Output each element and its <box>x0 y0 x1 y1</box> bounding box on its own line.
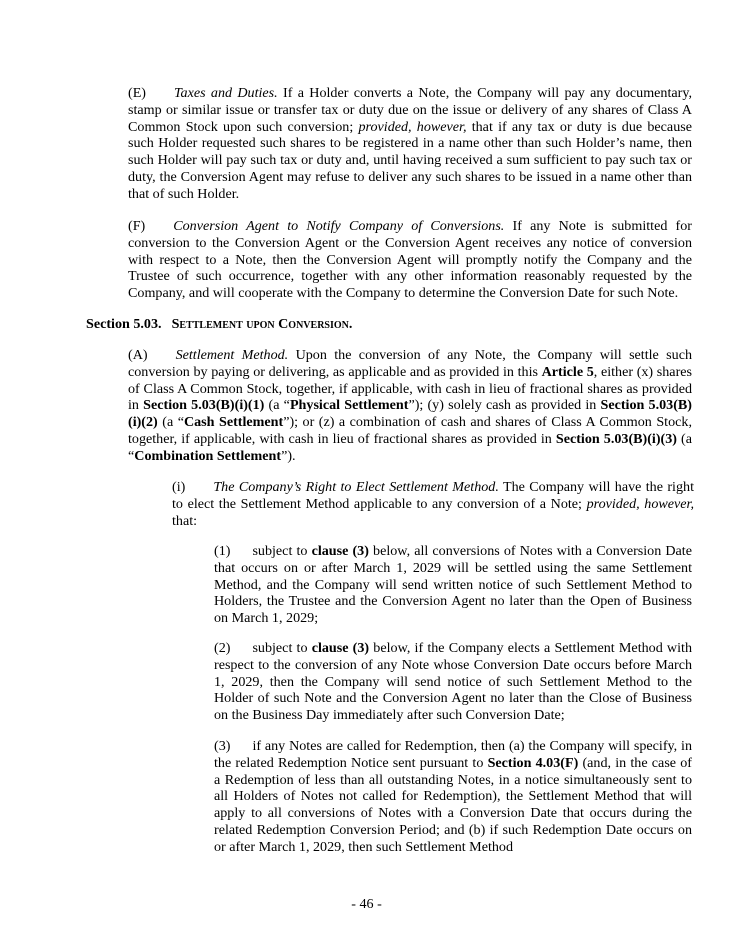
cross-reference: Section 4.03(F) <box>487 754 579 771</box>
paragraph-heading: Taxes and Duties. <box>174 85 278 101</box>
paragraph-text: subject to <box>252 640 312 656</box>
paragraph-number: (2) <box>214 640 231 656</box>
defined-term: Combination Settlement <box>134 447 282 464</box>
cross-reference: clause (3) <box>311 543 369 559</box>
section-title: Settlement upon Conversion. <box>171 316 353 332</box>
paragraph-text: ”); or (z) a combination of cash and shares of Class A Common Stock, together, if applicable, with cash in lieu of fractional shares as provided in <box>128 414 692 447</box>
paragraph-text: Upon the conversion of any Note, the Company will settle such conversion by paying or delivering, as applicable and as provided in this <box>128 347 692 380</box>
paragraph-text: ”); (y) solely cash as provided in <box>408 397 601 414</box>
defined-term: Cash Settlement <box>183 414 284 430</box>
paragraph-text: (a “ <box>264 397 290 414</box>
paragraph-text: If any Note is submitted for conversion to the Conversion Agent or the Conversion Agent receives any notice of conversion with respect to a Note, then the Conversion Agent will promptly notify the Company and the Trustee of such occurrence, together with any other information reasonably requested by the Company, and will cooperate with the Company to determine the Conversion Date for such Note. <box>128 218 692 301</box>
cross-reference: Article 5 <box>541 363 594 380</box>
paragraph-text: below, all conversions of Notes with a Conversion Date that occurs on or after March 1, 2029 will be settled using the same Settlement Method, and the Company will send written notice of such Settlement Method to Holders, the Trustee and the Conversion Agent no later than the Open of Business on March 1, 2029; <box>214 543 692 626</box>
clause-2 <box>172 640 692 724</box>
cross-reference: clause (3) <box>311 640 370 656</box>
clause-1 <box>172 543 692 627</box>
paragraph-text: (a “ <box>128 430 692 464</box>
paragraph-i-right-to-elect <box>128 479 694 529</box>
defined-term: Physical Settlement <box>289 397 409 414</box>
paragraph-text: that: <box>172 512 198 529</box>
paragraph-text: subject to <box>252 543 312 559</box>
paragraph-heading: Conversion Agent to Notify Company of Conversions. <box>173 218 505 234</box>
page-number: - 46 - <box>351 896 382 912</box>
paragraph-text: (a “ <box>157 414 184 430</box>
paragraph-number: (E) <box>128 85 146 101</box>
paragraph-heading: The Company’s Right to Elect Settlement Method. <box>213 479 499 495</box>
cross-reference: Section 5.03(B)(i)(2) <box>128 397 692 430</box>
section-heading <box>86 316 650 333</box>
paragraph-f-conversion-agent <box>86 218 692 302</box>
paragraph-number: (3) <box>214 738 231 754</box>
proviso-text: provided, however, <box>586 495 694 512</box>
paragraph-number: (A) <box>128 347 148 363</box>
paragraph-text: if any Notes are called for Redemption, then (a) the Company will specify, in the related Redemption Notice sent pursuant to <box>214 738 692 771</box>
paragraph-number: (F) <box>128 218 146 234</box>
paragraph-text: (and, in the case of a Redemption of less than all outstanding Notes, in a notice simultaneously sent to all Holders of Notes not called for Redemption), the Settlement Method that will apply to all conversions of Notes with a Conversion Date that occurs during the related Redemption Conversion Period; and (b) if such Redemption Date occurs on or after March 1, 2029, then such Settlement Method <box>214 754 692 855</box>
paragraph-text: below, if the Company elects a Settlement Method with respect to the conversion of any Note whose Conversion Date occurs before March 1, 2029, then the Company will send notice of such Settlement Method to the Holder of such Note and the Conversion Agent no later than the Close of Business on the Business Day immediately after such Conversion Date; <box>214 640 692 723</box>
paragraph-number: (i) <box>172 479 186 495</box>
paragraph-text: If a Holder converts a Note, the Company will pay any documentary, stamp or similar issue or transfer tax or duty due on the issue or delivery of any shares of Class A Common Stock upon such conversion; <box>128 85 692 135</box>
paragraph-text: The Company will have the right to elect the Settlement Method applicable to any conversion of a Note; <box>172 479 694 512</box>
paragraph-text: ”). <box>281 447 296 464</box>
paragraph-number: (1) <box>214 543 231 559</box>
paragraph-heading: Settlement Method. <box>175 347 289 363</box>
paragraph-text: that if any tax or duty is due because such Holder requested such shares to be registered in a name other than such Holder’s name, then such Holder will pay such tax or duty and, until having received a sum sufficient to pay such tax or duty, the Conversion Agent may refuse to deliver any such shares to be issued in a name other than that of such Holder. <box>128 118 692 202</box>
section-number: Section 5.03. <box>86 316 162 332</box>
paragraph-text: , either (x) shares of Class A Common Stock, together, if applicable, with cash in lieu of fractional shares as provided in <box>128 363 692 414</box>
cross-reference: Section 5.03(B)(i)(3) <box>555 430 677 447</box>
clause-3 <box>172 738 692 855</box>
paragraph-a-settlement-method <box>86 347 692 464</box>
cross-reference: Section 5.03(B)(i)(1) <box>143 397 265 414</box>
paragraph-e-taxes-and-duties <box>86 85 692 202</box>
proviso-text: provided, however, <box>358 118 467 135</box>
